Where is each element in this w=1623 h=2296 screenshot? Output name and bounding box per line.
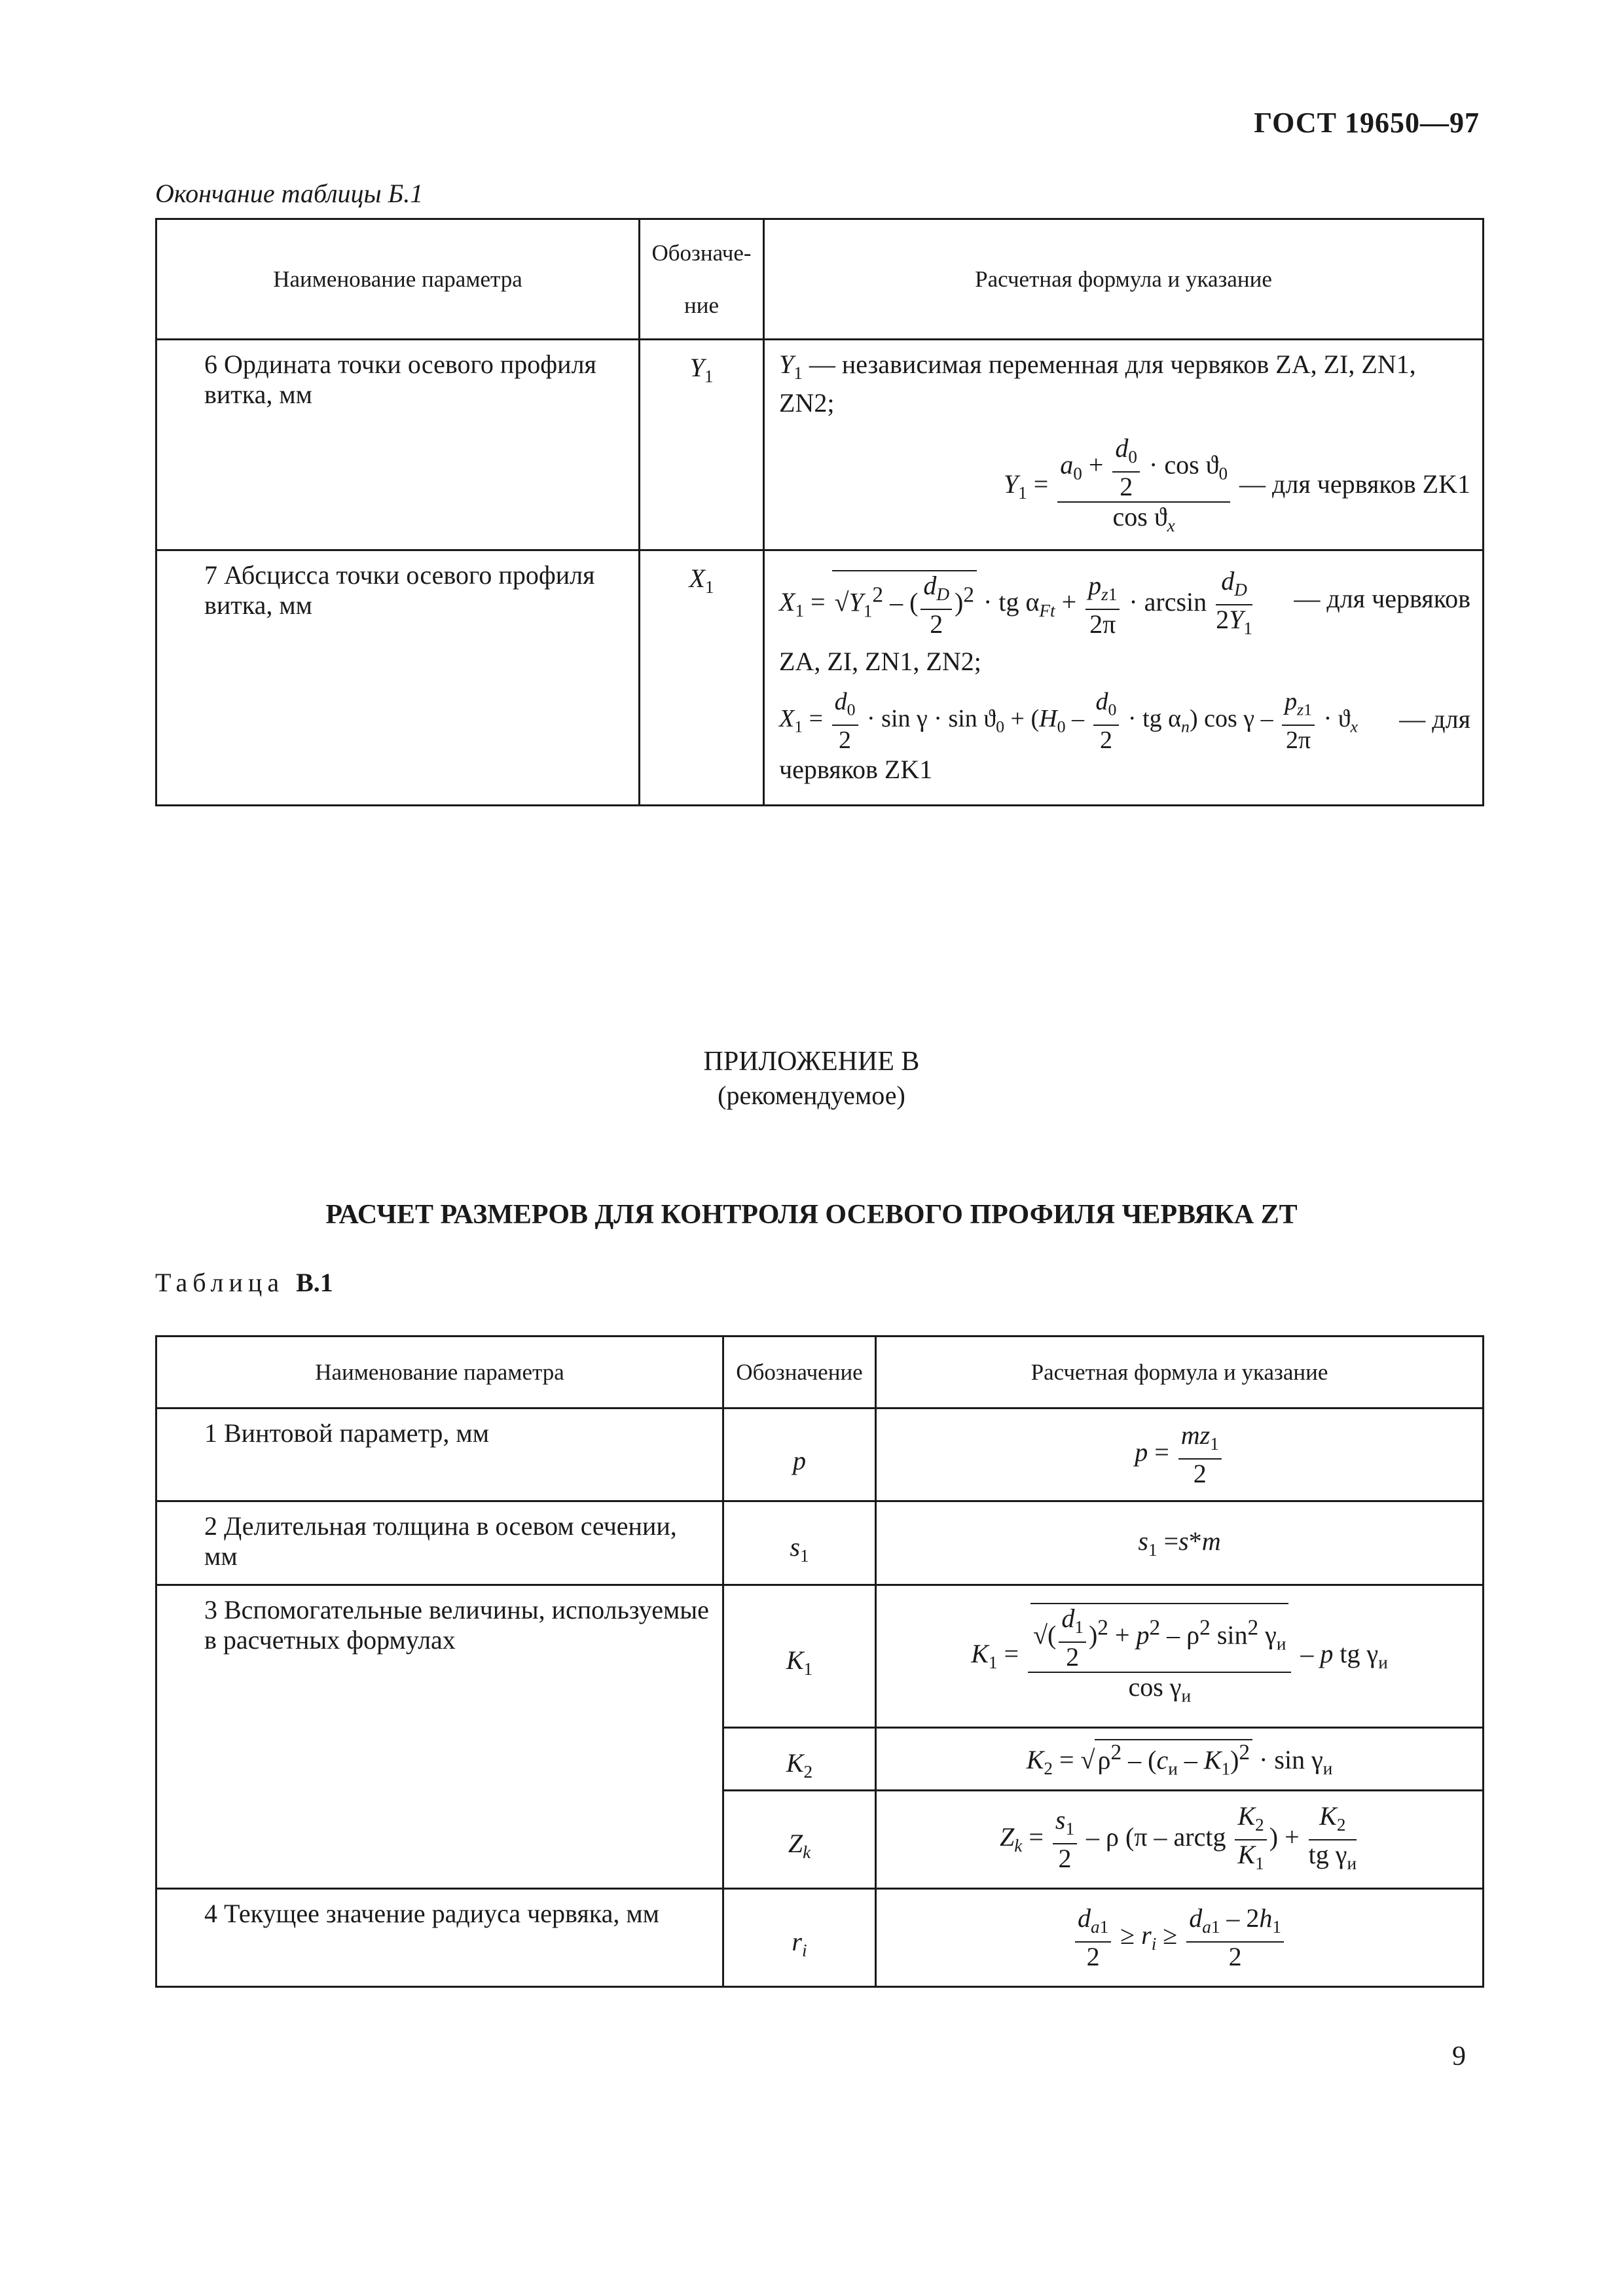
table-b1-caption: Окончание таблицы Б.1	[155, 179, 424, 208]
table-b1	[155, 218, 1484, 806]
symbol-cell: $X_1$	[640, 550, 764, 806]
formula-p: p = $\frac{mz_1}{2}$	[1135, 1437, 1224, 1467]
formula-note: червяков ZK1	[779, 754, 933, 784]
formula-zk: $Z_k$ = $\frac{s_1}{2}$ – ρ (π – arctg $\frac{K_2}{K_1}$ ) + $\frac{K_2}{tg \gamma_и}$	[999, 1801, 1357, 1873]
param-name: 4 Текущее значение радиуса червяка, мм	[156, 1889, 723, 1987]
table-header-row	[156, 1336, 1484, 1408]
symbol-cell: $K_2$	[723, 1728, 876, 1791]
appendix-title: ПРИЛОЖЕНИЕ В	[703, 1047, 920, 1077]
formula-note: — для	[1399, 704, 1470, 734]
param-name: 3 Вспомогательные величины, используемые в расчетных формулах	[156, 1585, 723, 1889]
header-symbol: Обозначе- ние	[640, 219, 764, 340]
formula-cell	[876, 1728, 1484, 1791]
table-v1-caption: Таблица В.1	[155, 1268, 333, 1297]
formula-k2: $K_2$ = √ $\rho^2 - (c_и - K_1)^2 \cdot \sin \gamma_и$	[1026, 1740, 1333, 1779]
formula-cell	[876, 1585, 1484, 1728]
header-param: Наименование параметра	[156, 1336, 723, 1408]
formula-cell	[876, 1408, 1484, 1501]
table-row	[156, 340, 1484, 550]
symbol-cell: $r_i$	[723, 1889, 876, 1987]
header-symbol: Обозначение	[723, 1336, 876, 1408]
header-formula: Расчетная формула и указание	[764, 219, 1484, 340]
header-formula: Расчетная формула и указание	[876, 1336, 1484, 1408]
param-name: 6 Ордината точки осевого профиля витка, мм	[156, 340, 640, 550]
formula-x1-zk1: $X_1$ = $\frac{d_0}{2}$ · $\sin \gamma \cdot \sin ϑ_0 + (H_0$ – $\frac{d_0}{2}$ · tg $\alpha_n$) cos γ – $\frac{p_{z1}}{2\pi}$ · $ϑ_x$	[779, 688, 1358, 754]
formula-note: — независимая переменная для червяков ZA, ZI, ZN1, ZN2;	[779, 350, 1416, 418]
formula-s1: $s_1 =s*m$	[1138, 1526, 1221, 1560]
table-row	[156, 1408, 1484, 1501]
param-name: 2 Делительная толщина в осевом сечении, мм	[156, 1501, 723, 1585]
formula-x1-za: $X_1 = √Y_1^2$ – ( $\frac{d_D}{2}$ )$^2$ · tg $\alpha_{Ft}$ + $\frac{p_{z1}}{2\pi}$ · arcsin $\frac{d_D}{2Y_1}$	[779, 566, 1253, 639]
formula-note: — для червяков ZK1	[1239, 469, 1470, 499]
symbol-cell: $Y_1$	[640, 340, 764, 550]
formula-cell	[764, 550, 1484, 806]
formula-ri: $\frac{d_{a1}}{2}$ ≥ $r_i$ ≥ $\frac{d_{a1} - 2h_1}{2}$	[1072, 1920, 1286, 1950]
formula-cell	[876, 1791, 1484, 1889]
table-row	[156, 1585, 1484, 1728]
symbol-cell: $Z_k$	[723, 1791, 876, 1889]
section-title: РАСЧЕТ РАЗМЕРОВ ДЛЯ КОНТРОЛЯ ОСЕВОГО ПРОФИЛЯ ЧЕРВЯКА ZT	[325, 1200, 1298, 1230]
table-row	[156, 1889, 1484, 1987]
table-v1	[155, 1335, 1484, 1988]
formula-cell	[876, 1501, 1484, 1585]
symbol-cell: p	[723, 1408, 876, 1501]
table-row	[156, 550, 1484, 806]
formula-cell	[876, 1889, 1484, 1987]
symbol-cell: $K_1$	[723, 1585, 876, 1728]
formula-cell: $Y_1$ — независимая переменная для червяков ZA, ZI, ZN1, ZN2; $Y_1$ = $a_0$ + $\frac{d_0}{2}$ · $\cos ϑ_0$ $\cos ϑ_x$ — для червяков ZK1	[764, 340, 1484, 550]
param-name: 1 Винтовой параметр, мм	[156, 1408, 723, 1501]
param-name: 7 Абсцисса точки осевого профиля витка, мм	[156, 550, 640, 806]
header-param: Наименование параметра	[156, 219, 640, 340]
formula-y1-zk1: $Y_1$ = $a_0$ + $\frac{d_0}{2}$ · $\cos ϑ_0$ $\cos ϑ_x$	[1004, 469, 1239, 499]
appendix-subtitle: (рекомендуемое)	[718, 1081, 905, 1110]
symbol-cell: $s_1$	[723, 1501, 876, 1585]
table-header-row	[156, 219, 1484, 340]
formula-note: ZA, ZI, ZN1, ZN2;	[779, 647, 981, 676]
formula-note: — для червяков	[1294, 584, 1470, 613]
page-number: 9	[1452, 2041, 1466, 2072]
formula-k1: $K_1$ = √( $\frac{d_1}{2}$ )$^2 + p^2 - \rho^2$ $\sin^2 \gamma_и$ $\cos \gamma_и$ – p tg $\gamma_и$	[971, 1603, 1388, 1706]
standard-id: ГОСТ 19650—97	[1254, 107, 1480, 139]
table-row	[156, 1501, 1484, 1585]
